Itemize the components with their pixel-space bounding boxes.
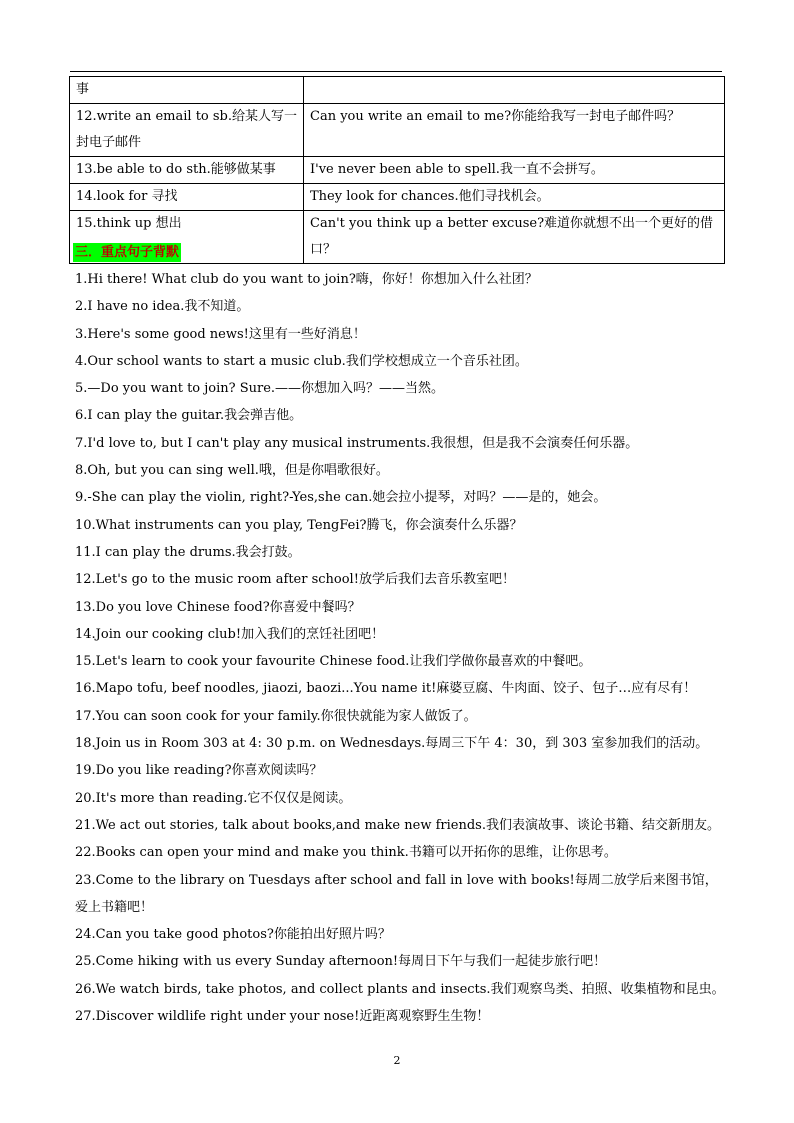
sentence-item: 7.I'd love to, but I can't play any musical instruments.我很想，但是我不会演奏任何乐器。 (75, 435, 639, 451)
example-sentence-cell (304, 77, 725, 104)
example-sentence-cell: Can't you think up a better excuse?难道你就想不出一个更好的借口？ (304, 211, 725, 264)
sentence-item: 14.Join our cooking club!加入我们的烹饪社团吧！ (75, 626, 385, 642)
vocab-table (69, 76, 725, 264)
phrase-cell: 15.think up 想出 (70, 211, 304, 264)
sentence-item: 25.Come hiking with us every Sunday afternoon!每周日下午与我们一起徒步旅行吧！ (75, 954, 607, 970)
sentence-item: 9.-She can play the violin, right?-Yes,she can.她会拉小提琴，对吗？——是的，她会。 (75, 490, 607, 506)
example-sentence-cell: Can you write an email to me?你能给我写一封电子邮件吗？ (304, 104, 725, 157)
phrase-cell: 事 (70, 77, 304, 104)
sentence-item: 18.Join us in Room 303 at 4: 30 p.m. on Wednesdays.每周三下午 4：30，到 303 室参加我们的活动。 (75, 736, 709, 752)
sentence-item: 17.You can soon cook for your family.你很快就能为家人做饭了。 (75, 708, 477, 724)
sentence-item: 12.Let's go to the music room after school!放学后我们去音乐教室吧！ (75, 572, 515, 588)
sentence-item: 27.Discover wildlife right under your nose!近距离观察野生生物！ (75, 1009, 490, 1025)
header-rule (70, 71, 722, 72)
page-number: 2 (393, 1054, 401, 1067)
sentence-item: 19.Do you like reading?你喜欢阅读吗？ (75, 763, 323, 779)
table-row (70, 104, 725, 157)
sentence-item: 24.Can you take good photos?你能拍出好照片吗？ (75, 927, 391, 943)
sentence-item: 20.It's more than reading.它不仅仅是阅读。 (75, 790, 352, 806)
sentence-item: 3.Here's some good news!这里有一些好消息！ (75, 326, 366, 342)
sentence-item: 8.Oh, but you can sing well.哦，但是你唱歌很好。 (75, 463, 389, 479)
phrase-cell: 14.look for 寻找 (70, 184, 304, 211)
sentence-item: 10.What instruments can you play, TengFei?腾飞，你会演奏什么乐器？ (75, 517, 523, 533)
sentence-item: 1.Hi there! What club do you want to join?嗨，你好！你想加入什么社团？ (75, 272, 538, 287)
sentence-item: 5.—Do you want to join? Sure.——你想加入吗？——当然。 (75, 381, 445, 397)
sentence-item: 11.I can play the drums.我会打鼓。 (75, 544, 301, 560)
sentence-item: 16.Mapo tofu, beef noodles, jiaozi, baozi...You name it!麻婆豆腐、牛肉面、饺子、包子…应有尽有！ (75, 681, 697, 697)
phrase-cell: 12.write an email to sb.给某人写一封电子邮件 (70, 104, 304, 157)
sentence-item: 26.We watch birds, take photos, and collect plants and insects.我们观察鸟类、拍照、收集植物和昆虫。 (75, 981, 725, 997)
sentence-item: 2.I have no idea.我不知道。 (75, 299, 250, 315)
table-row (70, 77, 725, 104)
sentence-item: 13.Do you love Chinese food?你喜爱中餐吗？ (75, 599, 361, 615)
sentence-item: 6.I can play the guitar.我会弹吉他。 (75, 408, 303, 424)
example-sentence-cell: They look for chances.他们寻找机会。 (304, 184, 725, 211)
sentence-item: 4.Our school wants to start a music club.我们学校想成立一个音乐社团。 (75, 353, 528, 369)
table-row (70, 157, 725, 184)
sentence-list (75, 266, 727, 1030)
sentence-item: 23.Come to the library on Tuesdays after school and fall in love with books!每周二放学后来图书馆，爱上书籍吧！ (75, 872, 718, 915)
sentence-item: 22.Books can open your mind and make you think.书籍可以开拓你的思维，让你思考。 (75, 845, 617, 861)
table-row (70, 184, 725, 211)
phrase-cell: 13.be able to do sth.能够做某事 (70, 157, 304, 184)
sentence-item: 21.We act out stories, talk about books,and make new friends.我们表演故事、谈论书籍、结交新朋友。 (75, 817, 720, 833)
section-title: 三．重点句子背默 (75, 245, 180, 260)
sentence-item: 15.Let's learn to cook your favourite Chinese food.让我们学做你最喜欢的中餐吧。 (75, 654, 592, 670)
vocab-table-body (70, 77, 725, 264)
example-sentence-cell: I've never been able to spell.我一直不会拼写。 (304, 157, 725, 184)
